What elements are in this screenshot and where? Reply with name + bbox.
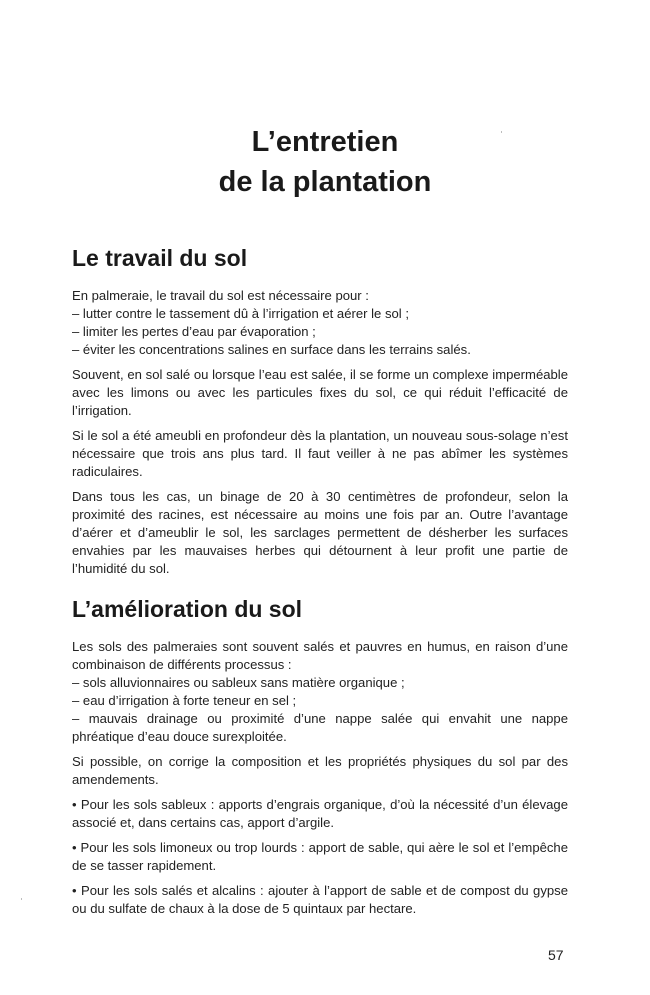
section-heading-travail-du-sol: Le travail du sol (72, 245, 248, 271)
list-item: – limiter les pertes d’eau par évaporation ; (72, 324, 316, 339)
section-body-amelioration-du-sol (72, 638, 568, 925)
intro-paragraph: Les sols des palmeraies sont souvent salés et pauvres en humus, en raison d’une combinaison de différents processus : (72, 639, 568, 672)
list-item: – mauvais drainage ou proximité d’une nappe salée qui envahit une nappe phréatique d’eau douce surexploitée. (72, 711, 568, 744)
list-item: – sols alluvionnaires ou sableux sans matière organique ; (72, 675, 405, 690)
intro-paragraph: En palmeraie, le travail du sol est nécessaire pour : (72, 288, 369, 303)
chapter-title-line-2: de la plantation (218, 166, 432, 198)
body-paragraph: Dans tous les cas, un binage de 20 à 30 centimètres de profondeur, selon la proximité des racines, est nécessaire au moins une fois par an. Outre l’avantage d’aérer et d’ameublir le sol, les sarclages permettent de désherber les surfaces envahies par les mauvaises herbes qui détournent à leur profit une partie de l’humidité du sol. (72, 489, 568, 576)
chapter-title-line-1: L’entretien (251, 126, 399, 158)
body-paragraph: Si possible, on corrige la composition et les propriétés physiques du sol par des amendements. (72, 754, 568, 787)
page-number: 57 (548, 947, 564, 963)
section-heading-amelioration-du-sol: L’amélioration du sol (72, 596, 303, 622)
body-paragraph: Si le sol a été ameubli en profondeur dès la plantation, un nouveau sous-solage n’est nécessaire que trois ans plus tard. Il faut veiller à ne pas abîmer les systèmes radiculaires. (72, 428, 568, 479)
bullet-paragraph: • Pour les sols limoneux ou trop lourds : apport de sable, qui aère le sol et l’empêche de se tasser rapidement. (72, 840, 568, 873)
list-item: – lutter contre le tassement dû à l’irrigation et aérer le sol ; (72, 306, 409, 321)
scan-speck (501, 131, 502, 133)
bullet-paragraph: • Pour les sols salés et alcalins : ajouter à l’apport de sable et de compost du gypse ou du sulfate de chaux à la dose de 5 quintaux par hectare. (72, 883, 568, 916)
chapter-title (0, 122, 650, 202)
scan-speck (21, 898, 22, 900)
list-item: – éviter les concentrations salines en surface dans les terrains salés. (72, 342, 471, 357)
section-body-travail-du-sol (72, 287, 568, 585)
body-paragraph: Souvent, en sol salé ou lorsque l’eau est salée, il se forme un complexe imperméable avec les limons ou avec les particules fixes du sol, ce qui réduit l’efficacité de l’irrigation. (72, 367, 568, 418)
list-item: – eau d’irrigation à forte teneur en sel ; (72, 693, 297, 708)
bullet-paragraph: • Pour les sols sableux : apports d’engrais organique, d’où la nécessité d’un élevage associé et, dans certains cas, apport d’argile. (72, 797, 568, 830)
